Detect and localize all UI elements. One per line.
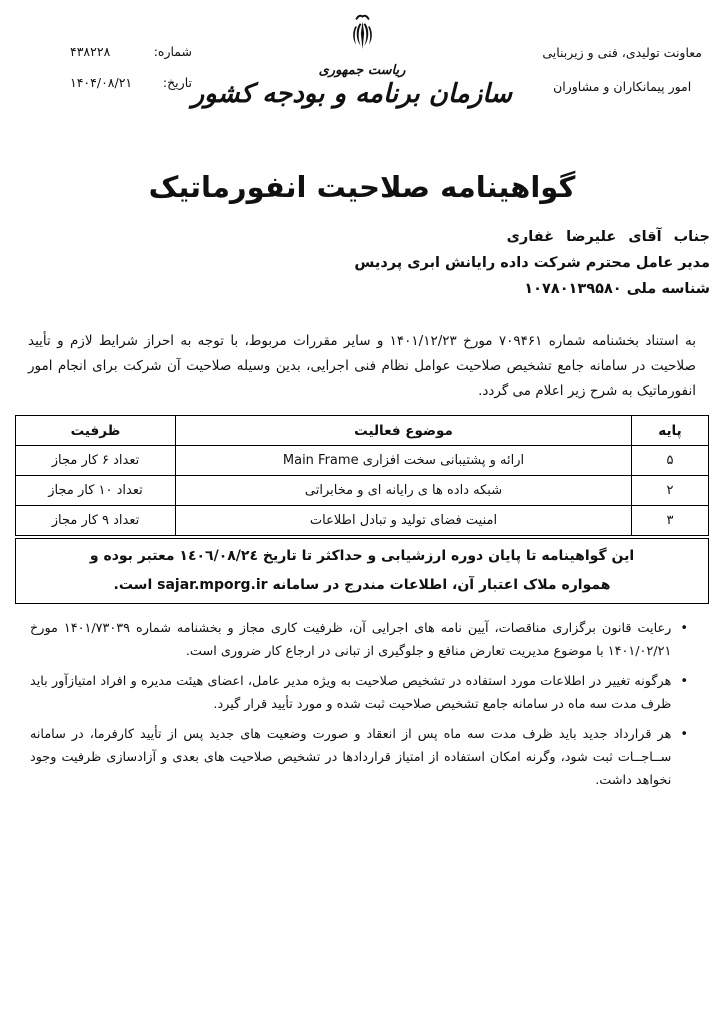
table-row (16, 506, 709, 536)
capacity-cell: تعداد ۱۰ کار مجاز (16, 476, 176, 506)
table-row (16, 446, 709, 476)
bullet-icon: • (680, 621, 688, 636)
bullet-icon: • (680, 674, 688, 689)
letter-number-label: شماره: (153, 44, 192, 59)
note-text: هر قرارداد جدید باید ظرف مدت سه ماه پس از انعقاد و صورت وضعیت های جدید پس از تأیید کارفرما، در سامانه ســاجــات ثبت شود، وگرنه امکان استفاده از امتیاز قراردادها در تشخیص صلاحیت های بعدی و آزادسازی ظرفیت وجود نخواهد داشت. (30, 727, 672, 788)
activity-column-header: موضوع فعالیت (176, 416, 632, 446)
certificate-body-paragraph: به استناد بخشنامه شماره ۷۰۹۴۶۱ مورخ ۱۴۰۱/۱۲/۲۳ و سایر مقررات مربوط، با توجه به احراز شرایط لازم و تأیید صلاحیت در سامانه جامع تشخیص صلاحیت عوامل نظام فنی اجرایی، بدین وسیله صلاحیت آن شرکت برای انجام امور انفورماتیک به شرح زیر اعلام می گردد. (28, 333, 696, 399)
letter-date-value: ۱۴۰۴/۰۸/۲۱ (70, 75, 133, 90)
activity-cell: ارائه و پشتیبانی سخت افزاری Main Frame (176, 446, 632, 476)
note-item (26, 670, 688, 716)
note-text: هرگونه تغییر در اطلاعات مورد استفاده در تشخیص صلاحیت به ویژه مدیر عامل، اعضای هیئت مدیره و افراد امتیازآور باید ظرف مدت سه ماه در سامانه جامع تشخیص صلاحیت ثبت شده و مورد تأیید قرار گیرد. (30, 674, 672, 712)
table-header-row (16, 416, 709, 446)
letter-date-label: تاریخ: (162, 75, 192, 90)
department-line-2: امور پیمانکاران و مشاوران (553, 79, 692, 94)
letter-date-row (70, 75, 192, 90)
activity-cell: شبکه داده ها ی رایانه ای و مخابراتی (176, 476, 632, 506)
table-row (16, 476, 709, 506)
grade-cell: ۲ (632, 476, 709, 506)
iran-emblem-icon (346, 10, 379, 56)
validity-line-1: این گواهینامه تا پایان دوره ارزشیابی و حداکثر تا تاریخ ١٤٠٦/٠٨/٢٤ معتبر بوده و (89, 548, 635, 564)
letterhead (0, 0, 724, 160)
letter-meta (70, 44, 192, 106)
capacity-cell: تعداد ۹ کار مجاز (16, 506, 176, 536)
qualification-table (15, 415, 709, 536)
validity-line-2: همواره ملاک اعتبار آن، اطلاعات مندرج در سامانه sajar.mporg.ir است. (113, 577, 611, 593)
capacity-cell: تعداد ۶ کار مجاز (16, 446, 176, 476)
certificate-title: گواهینامه صلاحیت انفورماتیک (148, 170, 576, 204)
addressee-role: مدیر عامل محترم شرکت داده رایانش ابری پردیس (354, 255, 710, 271)
organization-name: سازمان برنامه و بودجه کشور (191, 79, 512, 109)
addressee-national-id: شناسه ملی ۱۰۷۸۰۱۳۹۵۸۰ (524, 281, 710, 297)
grade-cell: ۵ (632, 446, 709, 476)
capacity-column-header: ظرفیت (16, 416, 176, 446)
grade-column-header: پایه (632, 416, 709, 446)
department-line-1: معاونت تولیدی، فنی و زیربنایی (542, 45, 702, 60)
department-block (542, 45, 702, 113)
letter-number-value: ۴۳۸۲۲۸ (70, 44, 111, 59)
presidency-text: ریاست جمهوری (318, 63, 406, 78)
org-header (191, 10, 512, 109)
validity-statement (15, 538, 709, 604)
addressee-name: جناب آقای علیرضا غفاری (506, 229, 710, 245)
note-item (26, 617, 688, 663)
letter-number-row (70, 44, 192, 59)
note-text: رعایت قانون برگزاری مناقصات، آیین نامه های اجرایی آن، ظرفیت کاری مجاز و بخشنامه شماره ۱۴۰۱/۷۳۰۳۹ مورخ ۱۴۰۱/۰۲/۲۱ با موضوع مدیریت تعارض منافع و جلوگیری از تبانی در ارجاع کار ضروری است. (30, 621, 672, 659)
activity-cell: امنیت فضای تولید و تبادل اطلاعات (176, 506, 632, 536)
grade-cell: ۳ (632, 506, 709, 536)
certificate-content (0, 170, 724, 799)
notes-list (26, 617, 688, 792)
addressee-block (0, 224, 724, 302)
bullet-icon: • (680, 727, 688, 742)
note-item (26, 723, 688, 792)
